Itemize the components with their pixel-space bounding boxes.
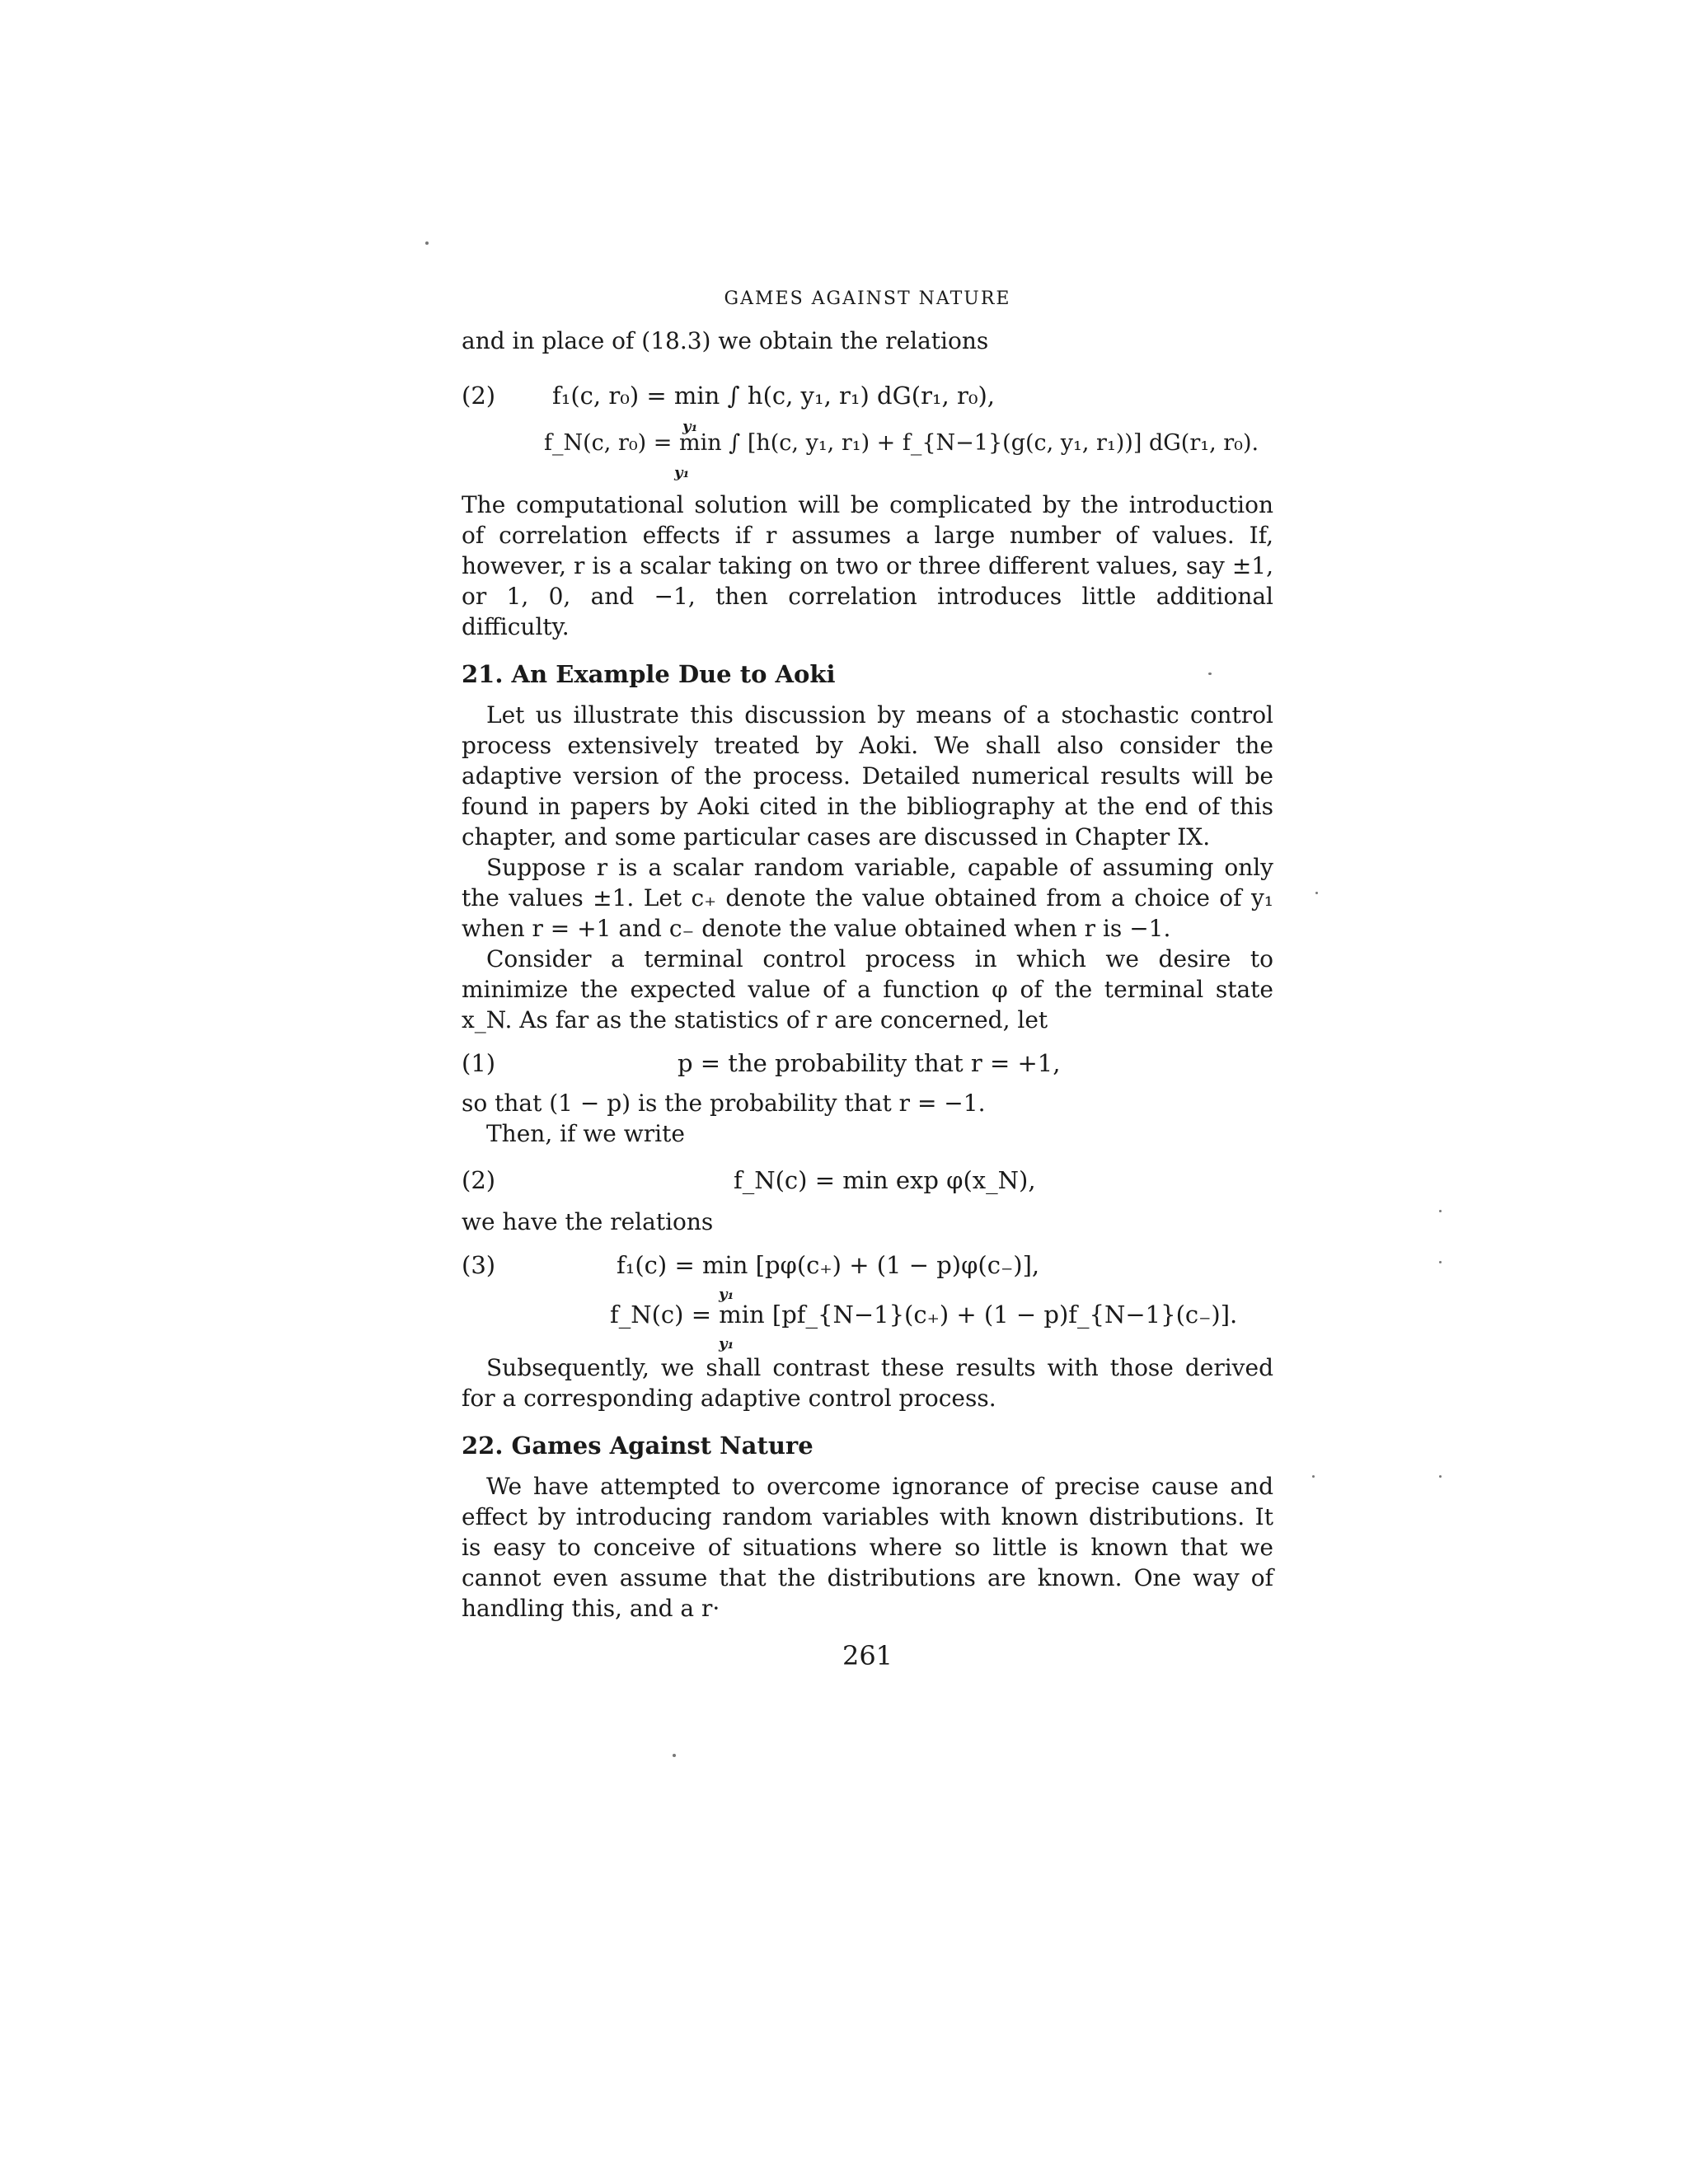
section-21-paragraph: Consider a terminal control process in which we desire to minimize the expected value of a function φ of the terminal state x_N. As far as the statistics of r are concerned, let (462, 945, 1273, 1033)
equation-label: (2) (462, 382, 496, 410)
equation-line: f₁(c, r₀) = min ∫ h(c, y₁, r₁) dG(r₁, r₀), (552, 382, 996, 410)
section-21-paragraph: Subsequently, we shall contrast these results with those derived for a corresponding adaptive control process. (462, 1354, 1273, 1412)
scan-speck (1439, 1261, 1442, 1263)
page (462, 288, 1273, 1671)
scan-speck (673, 1754, 676, 1757)
scan-speck (425, 241, 429, 245)
section-21-paragraph: Suppose r is a scalar random variable, capable of assuming only the values ±1. Let c₊ denote the value obtained from a choice of y₁ when r = +1 and c₋ denote the value obtained when r is −1. (462, 854, 1273, 942)
min-subscript: y₁ (719, 1286, 734, 1303)
section-21-paragraph: Let us illustrate this discussion by means of a stochastic control process extensively treated by Aoki. We shall also consider the adaptive version of the process. Detailed numerical results will be found in papers by Aoki cited in the bibliography at the end of this chapter, and some particular cases are discussed in Chapter IX. (462, 701, 1273, 851)
equation-label: (1) (462, 1049, 496, 1077)
section-22-paragraph: We have attempted to overcome ignorance of precise cause and effect by introducing random variables with known distributions. It is easy to conceive of situations where so little is known that we cannot even assume that the distributions are known. One way of handling this, and a r· (462, 1473, 1273, 1622)
scan-speck (1439, 1210, 1442, 1212)
equation-line: f_N(c) = min exp φ(x_N), (734, 1166, 1036, 1194)
equation-line: p = the probability that r = +1, (678, 1049, 1061, 1077)
equation-block-intro (462, 369, 1273, 481)
scan-speck (1312, 1475, 1315, 1478)
scan-speck (1439, 1475, 1442, 1478)
min-subscript: y₁ (674, 464, 690, 481)
equation-line: f_N(c, r₀) = min ∫ [h(c, y₁, r₁) + f_{N−1}(g(c, y₁, r₁))] dG(r₁, r₀). (544, 430, 1259, 456)
equation-line: f₁(c) = min [pφ(c₊) + (1 − p)φ(c₋)], (617, 1251, 1040, 1279)
section-21-paragraph: we have the relations (462, 1208, 714, 1235)
section-21-paragraph: so that (1 − p) is the probability that r = −1. (462, 1090, 986, 1117)
equation-3 (462, 1245, 1273, 1352)
min-subscript: y₁ (719, 1335, 734, 1352)
intro-lead-in: and in place of (18.3) we obtain the relations (462, 327, 989, 354)
intro-paragraph: The computational solution will be complicated by the introduction of correlation effects if r assumes a large number of values. If, however, r is a scalar taking on two or three different values, say ±1, or 1, 0, and −1, then correlation introduces little additional difficulty. (462, 491, 1273, 640)
scan-speck (1208, 673, 1212, 675)
section-21-title: 21. An Example Due to Aoki (462, 660, 836, 688)
running-head: GAMES AGAINST NATURE (724, 288, 1011, 309)
page-number: 261 (842, 1640, 893, 1671)
section-22-title: 22. Games Against Nature (462, 1432, 814, 1460)
equation-label: (3) (462, 1251, 496, 1279)
scan-speck (1315, 892, 1318, 894)
min-subscript: y₁ (682, 418, 698, 435)
equation-2 (462, 1155, 1273, 1207)
equation-1 (462, 1042, 1273, 1088)
equation-line: f_N(c) = min [pf_{N−1}(c₊) + (1 − p)f_{N−1}(c₋)]. (610, 1301, 1238, 1329)
section-21-paragraph: Then, if we write (486, 1120, 685, 1147)
equation-label: (2) (462, 1166, 496, 1194)
